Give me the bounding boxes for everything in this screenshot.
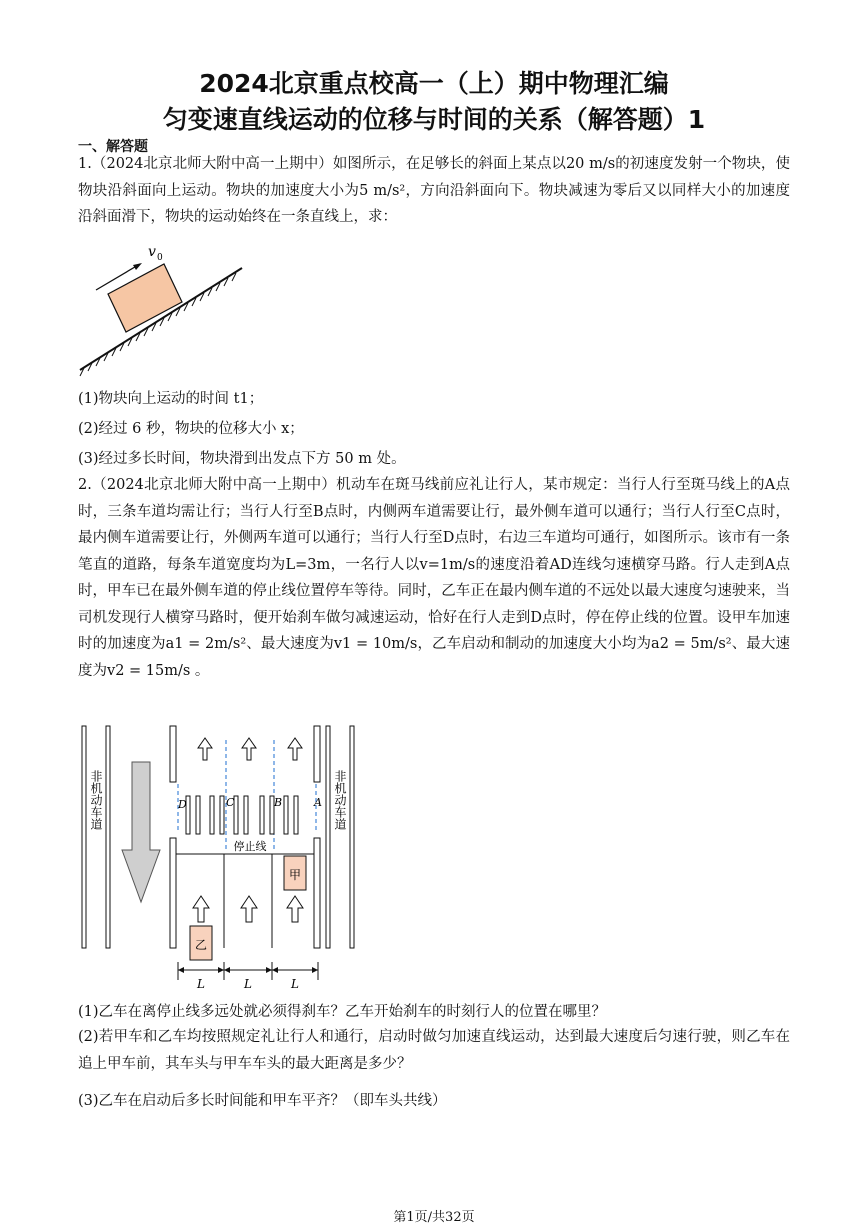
q2-sub2: (2)若甲车和乙车均按照规定礼让行人和通行，启动时做匀加速直线运动，达到最大速度后匀速行驶，则乙车在追上甲车前，其车头与甲车车头的最大距离是多少？ <box>78 1029 790 1072</box>
svg-text:乙: 乙 <box>194 938 208 952</box>
page-subtitle: 匀变速直线运动的位移与时间的关系（解答题）1 <box>162 105 706 134</box>
section-heading: 一、解答题 <box>78 139 148 155</box>
point-c: C <box>226 796 235 809</box>
dim-label: L <box>244 977 252 991</box>
svg-text:甲: 甲 <box>288 868 302 882</box>
up-arrow-icon <box>242 738 256 760</box>
incline-figure <box>78 238 248 378</box>
left-lane-label: 非机动车道 <box>89 770 103 830</box>
point-d: D <box>178 798 187 811</box>
dim-label: L <box>291 977 299 991</box>
point-a: A <box>314 796 322 809</box>
up-arrow-icon <box>288 738 302 760</box>
down-arrow-icon <box>122 762 160 902</box>
q1-sub3: (3)经过多长时间，物块滑到出发点下方 50 m 处。 <box>78 451 406 467</box>
point-b: B <box>274 796 283 809</box>
q1-text: 1.（2024北京北师大附中高一上期中）如图所示，在足够长的斜面上某点以20 m/s的初速度发射一个物块，使物块沿斜面向上运动。物块的加速度大小为5 m/s²，方向沿斜面向下。物块减速为零后又以同样大小的加速度沿斜面滑下，物块的运动始终在一条直线上，求： <box>78 156 790 225</box>
q1-sub2: (2)经过 6 秒，物块的位移大小 x； <box>78 421 304 437</box>
dim-label: L <box>197 977 205 991</box>
up-arrow-icon <box>198 738 212 760</box>
block <box>108 264 182 332</box>
up-arrow-icon <box>241 896 257 922</box>
crosswalk-figure <box>78 722 368 992</box>
q2-sub3: (3)乙车在启动后多长时间能和甲车平齐？（即车头共线） <box>78 1093 447 1109</box>
page-footer: 第1页/共32页 <box>393 1210 475 1225</box>
q2-sub1: (1)乙车在离停止线多远处就必须得刹车？乙车开始刹车的时刻行人的位置在哪里？ <box>78 1004 607 1020</box>
page-title: 2024北京重点校高一（上）期中物理汇编 <box>199 69 669 98</box>
up-arrow-icon <box>287 896 303 922</box>
q2-text: 2.（2024北京北师大附中高一上期中）机动车在斑马线前应礼让行人，某市规定：当行人行至斑马线上的A点时，三条车道均需让行；当行人行至B点时，内侧两车道需要让行，最外侧车道可以通行；当行人行至C点时，最内侧车道需要让行，外侧两车道可以通行；当行人行至D点时，右边三车道均可通行，如图所示。该市有一条笔直的道路，每条车道宽度均为L=3m，一名行人以v=1m/s的速度沿着AD连线匀速横穿马路。行人走到A点时，甲车已在最外侧车道的停止线位置停车等待。同时，乙车正在最内侧车道的不远处以最大速度匀速驶来，当司机发现行人横穿马路时，便开始刹车做匀减速运动，恰好在行人走到D点时，停在停止线的位置。设甲车加速时的加速度为a1 = 2m/s²、最大速度为v1 = 10m/s，乙车启动和制动的加速度大小均为a2 = 5m/s²、最大速度为v2 = 15m/s 。 <box>78 477 790 679</box>
right-lane-label: 非机动车道 <box>333 770 347 830</box>
v0-label: v <box>148 244 156 260</box>
up-arrow-icon <box>193 896 209 922</box>
svg-text:0: 0 <box>157 253 163 263</box>
stop-line-label: 停止线 <box>233 840 267 853</box>
q1-sub1: (1)物块向上运动的时间 t1； <box>78 391 264 407</box>
